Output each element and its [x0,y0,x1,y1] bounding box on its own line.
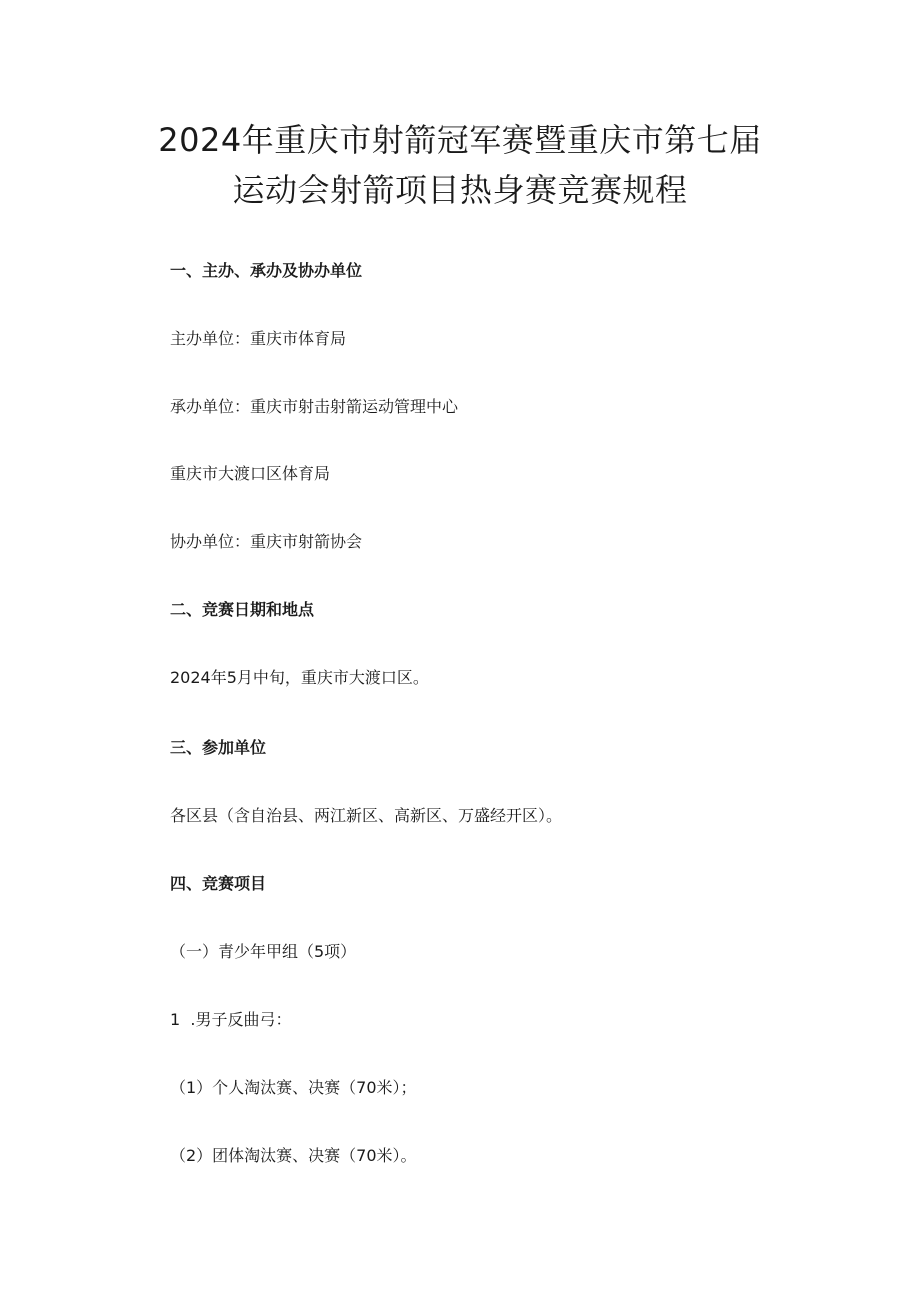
event-sub-2: （2）团体淘汰赛、决赛（70米）。 [170,1146,417,1165]
section-3-heading: 三、参加单位 [170,738,267,757]
participants: 各区县（含自治县、两江新区、高新区、万盛经开区）。 [170,806,563,825]
document-title-line-1: 2024年重庆市射箭冠军赛暨重庆市第七届 [158,121,762,159]
date-location: 2024年5月中旬，重庆市大渡口区。 [170,668,429,687]
document-title-line-2: 运动会射箭项目热身赛竞赛规程 [232,171,688,209]
section-2-heading: 二、竞赛日期和地点 [170,600,315,619]
host-unit: 主办单位：重庆市体育局 [170,329,347,348]
organizer-unit: 承办单位：重庆市射击射箭运动管理中心 [170,397,459,416]
section-1-heading: 一、主办、承办及协办单位 [170,261,363,280]
event-sub-1: （1）个人淘汰赛、决赛（70米）； [170,1078,417,1097]
co-organizer-unit: 协办单位：重庆市射箭协会 [170,532,363,551]
event-men-recurve: 1 .男子反曲弓： [170,1010,292,1029]
organizer-unit-2: 重庆市大渡口区体育局 [170,464,331,483]
group-youth-a: （一）青少年甲组（5项） [170,942,357,961]
section-4-heading: 四、竞赛项目 [170,874,267,893]
